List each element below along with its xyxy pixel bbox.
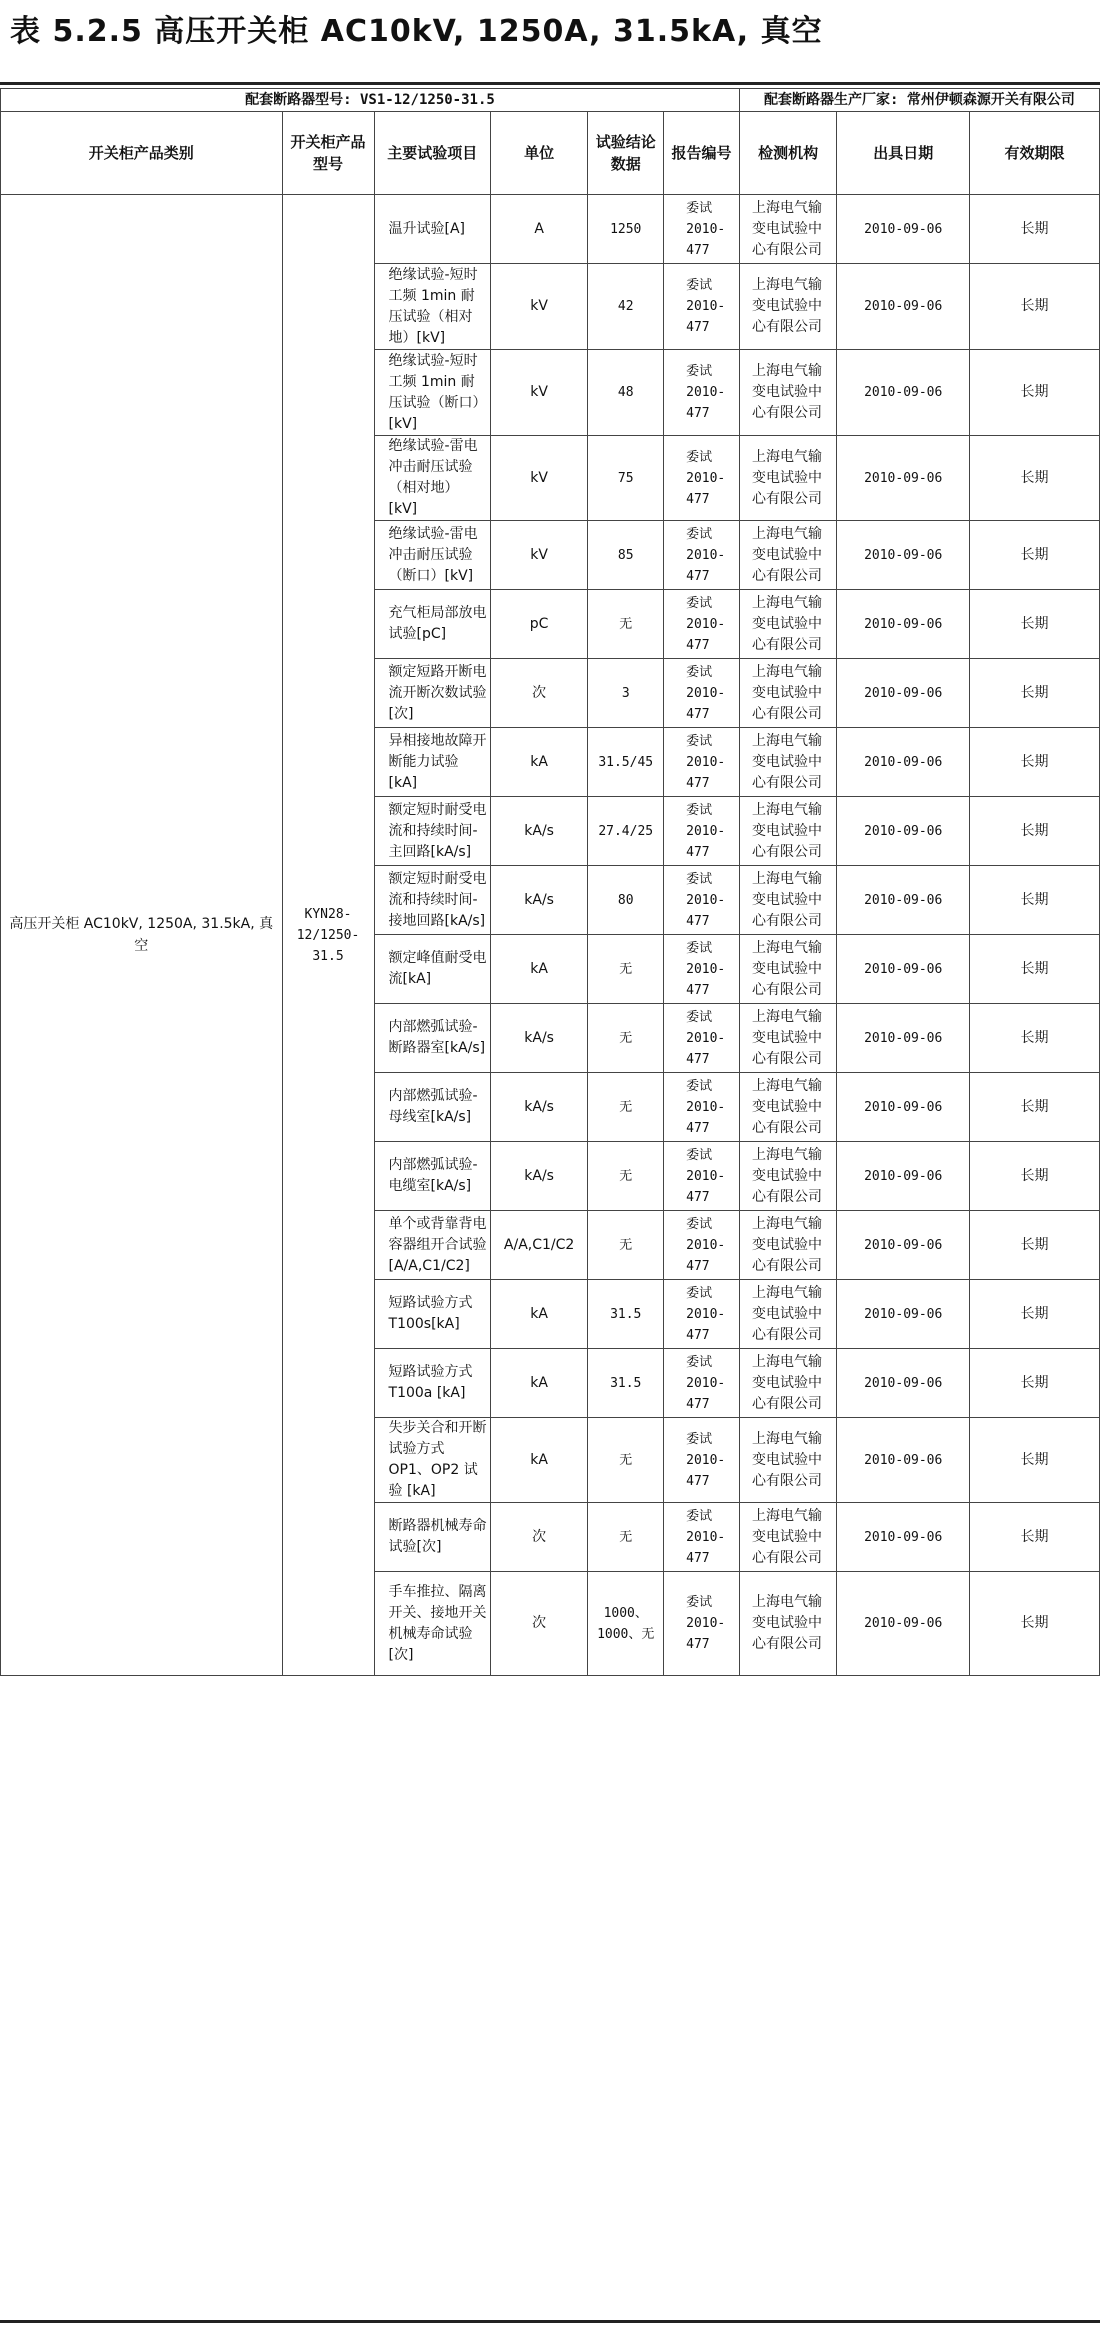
col-header: 开关柜产品类别 [1,112,283,195]
unit: kV [490,521,587,590]
issue-date: 2010-09-06 [837,1142,970,1211]
test-item: 内部燃弧试验-电缆室[kA/s] [374,1142,490,1211]
unit: 次 [490,1572,587,1676]
result-value: 48 [588,350,664,436]
issue-date: 2010-09-06 [837,935,970,1004]
issue-date: 2010-09-06 [837,521,970,590]
report-number: 委试2010-477 [664,1142,740,1211]
result-value: 无 [588,590,664,659]
test-institute: 上海电气输变电试验中心有限公司 [739,1280,836,1349]
result-value: 31.5/45 [588,728,664,797]
test-item: 内部燃弧试验-母线室[kA/s] [374,1073,490,1142]
validity: 长期 [970,521,1100,590]
report-number: 委试2010-477 [664,264,740,350]
test-institute: 上海电气输变电试验中心有限公司 [739,659,836,728]
issue-date: 2010-09-06 [837,1073,970,1142]
test-item: 温升试验[A] [374,195,490,264]
report-number: 委试2010-477 [664,935,740,1004]
header-row [1,112,1100,195]
validity: 长期 [970,728,1100,797]
result-value: 无 [588,1004,664,1073]
table-row [1,195,1100,264]
col-header: 试验结论数据 [588,112,664,195]
validity: 长期 [970,866,1100,935]
issue-date: 2010-09-06 [837,1418,970,1503]
report-number: 委试2010-477 [664,1073,740,1142]
report-number: 委试2010-477 [664,1211,740,1280]
report-number: 委试2010-477 [664,195,740,264]
validity: 长期 [970,1211,1100,1280]
issue-date: 2010-09-06 [837,1211,970,1280]
unit: kV [490,350,587,436]
unit: A/A,C1/C2 [490,1211,587,1280]
unit: kA/s [490,1142,587,1211]
test-item: 额定峰值耐受电流[kA] [374,935,490,1004]
unit: 次 [490,659,587,728]
result-value: 无 [588,1073,664,1142]
test-item: 额定短时耐受电流和持续时间-接地回路[kA/s] [374,866,490,935]
test-institute: 上海电气输变电试验中心有限公司 [739,1572,836,1676]
test-institute: 上海电气输变电试验中心有限公司 [739,264,836,350]
report-number: 委试2010-477 [664,436,740,521]
issue-date: 2010-09-06 [837,1349,970,1418]
test-item: 绝缘试验-雷电冲击耐压试验（相对地）[kV] [374,436,490,521]
issue-date: 2010-09-06 [837,866,970,935]
unit: 次 [490,1503,587,1572]
test-institute: 上海电气输变电试验中心有限公司 [739,521,836,590]
breaker-maker: 配套断路器生产厂家: 常州伊顿森源开关有限公司 [739,89,1099,112]
test-item: 单个或背靠背电容器组开合试验[A/A,C1/C2] [374,1211,490,1280]
issue-date: 2010-09-06 [837,1004,970,1073]
test-institute: 上海电气输变电试验中心有限公司 [739,590,836,659]
product-model: KYN28-12/1250-31.5 [282,195,374,1676]
validity: 长期 [970,1418,1100,1503]
test-item: 绝缘试验-短时工频 1min 耐压试验（相对地）[kV] [374,264,490,350]
result-value: 无 [588,1211,664,1280]
result-value: 无 [588,1142,664,1211]
issue-date: 2010-09-06 [837,195,970,264]
issue-date: 2010-09-06 [837,590,970,659]
validity: 长期 [970,1572,1100,1676]
test-item: 额定短时耐受电流和持续时间-主回路[kA/s] [374,797,490,866]
validity: 长期 [970,797,1100,866]
test-institute: 上海电气输变电试验中心有限公司 [739,1418,836,1503]
report-number: 委试2010-477 [664,1349,740,1418]
test-institute: 上海电气输变电试验中心有限公司 [739,797,836,866]
validity: 长期 [970,935,1100,1004]
report-number: 委试2010-477 [664,590,740,659]
result-value: 1000、1000、无 [588,1572,664,1676]
unit: kA/s [490,1004,587,1073]
test-institute: 上海电气输变电试验中心有限公司 [739,1004,836,1073]
validity: 长期 [970,590,1100,659]
test-institute: 上海电气输变电试验中心有限公司 [739,1211,836,1280]
result-value: 42 [588,264,664,350]
test-item: 内部燃弧试验-断路器室[kA/s] [374,1004,490,1073]
test-institute: 上海电气输变电试验中心有限公司 [739,1349,836,1418]
validity: 长期 [970,350,1100,436]
breaker-model: 配套断路器型号: VS1-12/1250-31.5 [1,89,740,112]
unit: kA [490,728,587,797]
report-number: 委试2010-477 [664,797,740,866]
report-number: 委试2010-477 [664,1418,740,1503]
unit: A [490,195,587,264]
col-header: 有效期限 [970,112,1100,195]
validity: 长期 [970,1004,1100,1073]
result-value: 1250 [588,195,664,264]
validity: 长期 [970,1280,1100,1349]
col-header: 报告编号 [664,112,740,195]
unit: kV [490,264,587,350]
issue-date: 2010-09-06 [837,1572,970,1676]
validity: 长期 [970,659,1100,728]
report-number: 委试2010-477 [664,521,740,590]
col-header: 出具日期 [837,112,970,195]
test-institute: 上海电气输变电试验中心有限公司 [739,195,836,264]
test-institute: 上海电气输变电试验中心有限公司 [739,1142,836,1211]
unit: pC [490,590,587,659]
issue-date: 2010-09-06 [837,728,970,797]
test-item: 短路试验方式 T100a [kA] [374,1349,490,1418]
report-number: 委试2010-477 [664,1004,740,1073]
product-category: 高压开关柜 AC10kV, 1250A, 31.5kA, 真空 [1,195,283,1676]
meta-row [1,89,1100,112]
report-number: 委试2010-477 [664,659,740,728]
result-value: 27.4/25 [588,797,664,866]
report-number: 委试2010-477 [664,350,740,436]
col-header: 检测机构 [739,112,836,195]
unit: kA [490,935,587,1004]
issue-date: 2010-09-06 [837,659,970,728]
validity: 长期 [970,1073,1100,1142]
issue-date: 2010-09-06 [837,350,970,436]
unit: kA/s [490,797,587,866]
validity: 长期 [970,1503,1100,1572]
validity: 长期 [970,264,1100,350]
unit: kA [490,1280,587,1349]
unit: kV [490,436,587,521]
issue-date: 2010-09-06 [837,797,970,866]
issue-date: 2010-09-06 [837,436,970,521]
result-value: 75 [588,436,664,521]
validity: 长期 [970,436,1100,521]
validity: 长期 [970,195,1100,264]
result-value: 31.5 [588,1280,664,1349]
validity: 长期 [970,1349,1100,1418]
col-header: 开关柜产品型号 [282,112,374,195]
result-value: 无 [588,1418,664,1503]
test-item: 断路器机械寿命试验[次] [374,1503,490,1572]
test-results-table [0,88,1100,1676]
col-header: 单位 [490,112,587,195]
bottom-rule [0,2320,1100,2323]
unit: kA/s [490,1073,587,1142]
report-number: 委试2010-477 [664,728,740,797]
test-item: 失步关合和开断试验方式 OP1、OP2 试验 [kA] [374,1418,490,1503]
report-number: 委试2010-477 [664,1503,740,1572]
test-item: 绝缘试验-雷电冲击耐压试验（断口）[kV] [374,521,490,590]
test-institute: 上海电气输变电试验中心有限公司 [739,866,836,935]
unit: kA [490,1418,587,1503]
test-item: 充气柜局部放电试验[pC] [374,590,490,659]
result-value: 31.5 [588,1349,664,1418]
test-institute: 上海电气输变电试验中心有限公司 [739,436,836,521]
issue-date: 2010-09-06 [837,1503,970,1572]
issue-date: 2010-09-06 [837,264,970,350]
test-institute: 上海电气输变电试验中心有限公司 [739,350,836,436]
test-item: 手车推拉、隔离开关、接地开关机械寿命试验[次] [374,1572,490,1676]
validity: 长期 [970,1142,1100,1211]
unit: kA/s [490,866,587,935]
table-title: 表 5.2.5 高压开关柜 AC10kV, 1250A, 31.5kA, 真空 [10,14,823,49]
top-rule [0,82,1100,85]
report-number: 委试2010-477 [664,1280,740,1349]
report-number: 委试2010-477 [664,866,740,935]
result-value: 85 [588,521,664,590]
result-value: 无 [588,1503,664,1572]
test-item: 短路试验方式 T100s[kA] [374,1280,490,1349]
issue-date: 2010-09-06 [837,1280,970,1349]
test-institute: 上海电气输变电试验中心有限公司 [739,1073,836,1142]
report-number: 委试2010-477 [664,1572,740,1676]
test-item: 异相接地故障开断能力试验[kA] [374,728,490,797]
test-item: 额定短路开断电流开断次数试验[次] [374,659,490,728]
result-value: 3 [588,659,664,728]
result-value: 无 [588,935,664,1004]
test-item: 绝缘试验-短时工频 1min 耐压试验（断口）[kV] [374,350,490,436]
test-institute: 上海电气输变电试验中心有限公司 [739,935,836,1004]
unit: kA [490,1349,587,1418]
test-institute: 上海电气输变电试验中心有限公司 [739,728,836,797]
result-value: 80 [588,866,664,935]
col-header: 主要试验项目 [374,112,490,195]
test-institute: 上海电气输变电试验中心有限公司 [739,1503,836,1572]
